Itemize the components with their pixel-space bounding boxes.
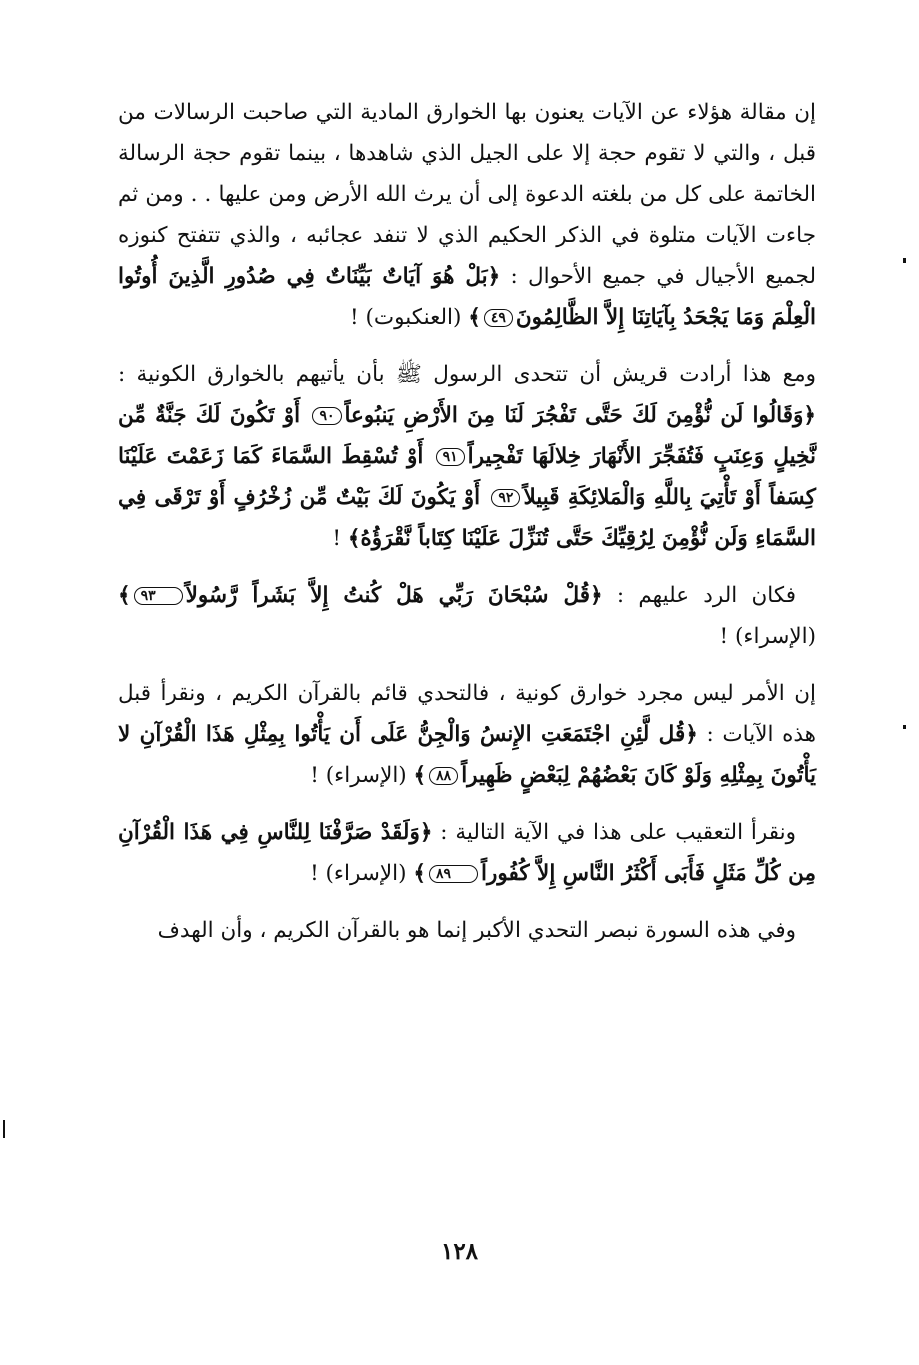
exclamation: ! — [332, 526, 348, 551]
ayah-number: ٩٣ — [134, 587, 183, 605]
paragraph-6 — [118, 910, 816, 951]
quran-verse: ﴿قُلْ سُبْحَانَ رَبِّي هَلْ كُنتُ إِلاَّ بَشَراً رَّسُولاً — [185, 583, 603, 608]
quran-verse: ﴿قُل لَّئِنِ اجْتَمَعَتِ الإِنسُ وَالْجِنُّ عَلَى أَن يَأْتُوا بِمِثْلِ هَذَا الْقُرْآنِ لا يَأْتُونَ بِمِثْلِهِ وَلَوْ كَانَ بَعْضُهُمْ لِبَعْضٍ ظَهِيراً — [118, 722, 816, 788]
scan-speck — [903, 725, 906, 729]
ayah-number: ٨٨ — [429, 767, 458, 785]
paragraph-2 — [118, 354, 816, 559]
surah-reference: (الإسراء) ! — [310, 861, 414, 886]
ayah-number: ٩٠ — [312, 407, 341, 425]
body-text: إن مقالة هؤلاء عن الآيات يعنون بها الخوارق المادية التي صاحبت الرسالات من قبل ، والتي لا تقوم حجة إلا على الجيل الذي شاهدها ، بينما تقوم حجة الرسالة الخاتمة على كل من بلغته الدعوة إلى أن يرث الله الأرض ومن عليها . . ومن ثم جاءت الآيات متلوة في الذكر الحكيم الذي لا تنفد عجائبه ، والذي تتفتح كنوزه لجميع الأجيال في جميع الأحوال : — [118, 100, 816, 289]
quran-bracket: ﴾ — [413, 763, 427, 788]
quran-bracket: ﴾ — [118, 583, 131, 608]
surah-reference: (الإسراء) ! — [310, 763, 414, 788]
page-body — [118, 92, 816, 967]
ayah-number: ٩٢ — [491, 489, 520, 507]
quran-verse: أَوْ يَكُونَ لَكَ بَيْتٌ مِّن زُخْرُفٍ أَوْ تَرْقَى فِي السَّمَاءِ وَلَن نُّؤْمِنَ لِرُقِيِّكَ حَتَّى تُنَزِّلَ عَلَيْنَا كِتَاباً نَّقْرَؤُهُ﴾ — [118, 485, 816, 551]
body-text: ونقرأ التعقيب على هذا في الآية التالية : — [432, 820, 797, 845]
paragraph-3 — [118, 575, 816, 657]
quran-verse: أَوْ تَكُونَ لَكَ جَنَّةٌ مِّن نَّخِيلٍ وَعِنَبٍ فَتُفَجِّرَ الأَنْهَارَ خِلالَهَا تَفْجِيراً — [118, 403, 816, 469]
body-text: فكان الرد عليهم : — [602, 583, 796, 608]
surah-reference: (العنكبوت) ! — [350, 305, 469, 330]
quran-bracket: ﴾ — [468, 305, 481, 330]
body-text: ومع هذا أرادت قريش أن تتحدى الرسول ﷺ بأن يأتيهم بالخوارق الكونية : — [118, 362, 816, 387]
page-number: ١٢٨ — [440, 1238, 479, 1265]
paragraph-4 — [118, 673, 816, 796]
surah-reference: (الإسراء) ! — [719, 624, 816, 649]
quran-bracket: ﴾ — [413, 861, 426, 886]
ayah-number: ٩١ — [436, 448, 465, 466]
ayah-number: ٨٩ — [429, 865, 478, 883]
scan-speck — [3, 1120, 5, 1138]
quran-verse: أَوْ تُسْقِطَ السَّمَاءَ كَمَا زَعَمْتَ عَلَيْنَا كِسَفاً أَوْ تَأْتِيَ بِاللَّهِ وَالْمَلائِكَةِ قَبِيلاً — [118, 444, 816, 510]
paragraph-5 — [118, 812, 816, 894]
quran-verse: ﴿وَلَقَدْ صَرَّفْنَا لِلنَّاسِ فِي هَذَا الْقُرْآنِ مِن كُلِّ مَثَلٍ فَأَبَى أَكْثَرُ النَّاسِ إِلاَّ كُفُوراً — [118, 820, 816, 886]
scan-speck — [903, 258, 906, 263]
paragraph-1 — [118, 92, 816, 338]
ayah-number: ٤٩ — [484, 309, 513, 327]
quran-verse: ﴿بَلْ هُوَ آيَاتٌ بَيِّنَاتٌ فِي صُدُورِ الَّذِينَ أُوتُوا الْعِلْمَ وَمَا يَجْحَدُ بِآيَاتِنَا إِلاَّ الظَّالِمُونَ — [118, 264, 816, 330]
body-text: وفي هذه السورة نبصر التحدي الأكبر إنما هو بالقرآن الكريم ، وأن الهدف — [157, 918, 796, 943]
body-text: إن الأمر ليس مجرد خوارق كونية ، فالتحدي قائم بالقرآن الكريم ، ونقرأ قبل هذه الآيات : — [118, 681, 816, 747]
quran-verse: ﴿وَقَالُوا لَن نُّؤْمِنَ لَكَ حَتَّى تَفْجُرَ لَنَا مِنَ الأَرْضِ يَنبُوعاً — [344, 403, 816, 428]
